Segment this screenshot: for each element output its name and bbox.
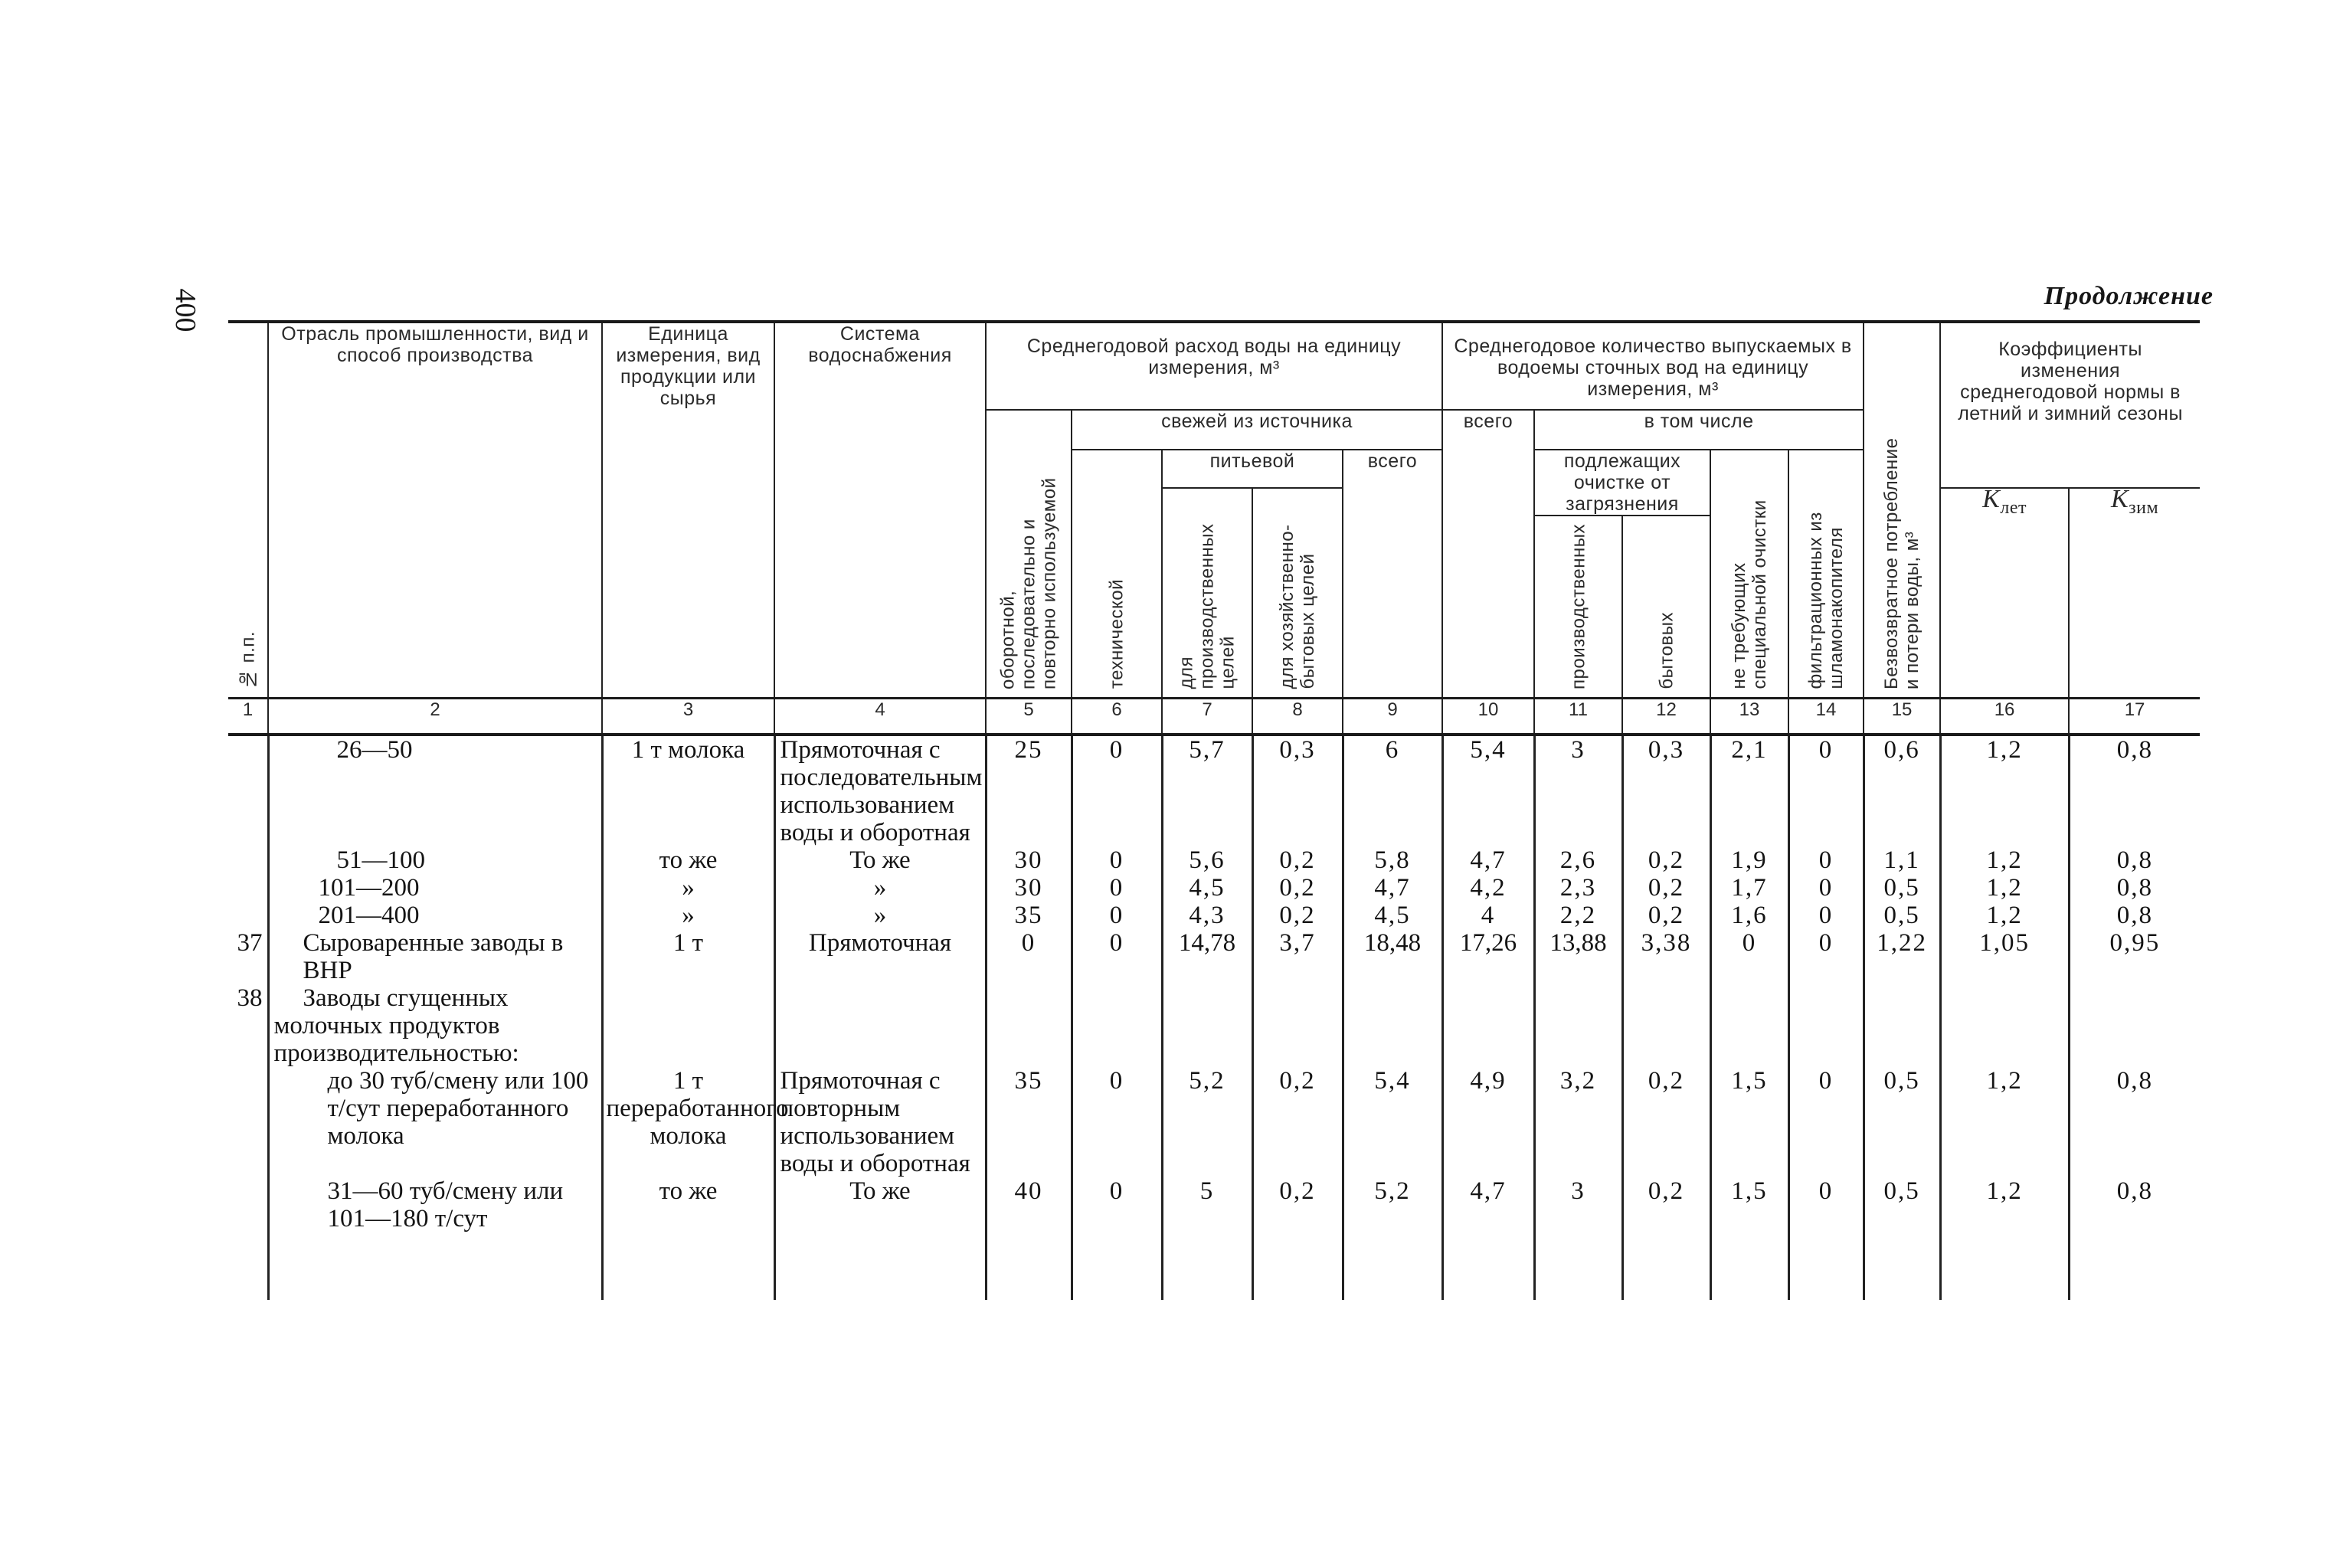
row-value: 1,6 — [1710, 902, 1788, 929]
row-value: 1,2 — [1940, 902, 2069, 929]
header-coefficients-group: Коэффициенты изменения среднегодовой нормы в летний и зимний сезоны — [1940, 323, 2200, 488]
row-value: 0 — [1072, 874, 1162, 902]
row-value: 0,5 — [1864, 874, 1940, 902]
header-treatment-group: подлежащих очистке от загрязнения — [1534, 450, 1710, 516]
column-number: 7 — [1162, 698, 1252, 735]
row-value — [1252, 984, 1343, 1067]
row-value — [1442, 984, 1534, 1067]
table-row — [228, 902, 2200, 929]
table-row — [228, 984, 2200, 1067]
column-number: 2 — [268, 698, 602, 735]
row-value: 4,5 — [1162, 874, 1252, 902]
header-industrial-wastewater: производственных — [1534, 516, 1622, 698]
row-name: до 30 туб/смену или 100 т/сут переработанного молока — [268, 1067, 602, 1177]
page-number: 400 — [169, 288, 201, 332]
header-unit: Единица измерения, вид продукции или сырья — [602, 323, 774, 698]
row-name: 26—50 — [268, 735, 602, 846]
row-value: 25 — [986, 735, 1072, 846]
row-system — [774, 984, 986, 1067]
row-value: 4,7 — [1442, 1177, 1534, 1300]
row-value: 0,5 — [1864, 1177, 1940, 1300]
row-system: » — [774, 902, 986, 929]
row-value: 0,5 — [1864, 902, 1940, 929]
row-value: 0 — [1072, 1177, 1162, 1300]
row-value: 0 — [1710, 929, 1788, 984]
row-value: 0,2 — [1252, 874, 1343, 902]
row-value: 0,5 — [1864, 1067, 1940, 1177]
row-value: 0,2 — [1252, 1177, 1343, 1300]
row-system: То же — [774, 846, 986, 874]
row-value: 1,7 — [1710, 874, 1788, 902]
header-potable-group: питьевой — [1162, 450, 1343, 488]
row-unit: » — [602, 902, 774, 929]
column-number: 5 — [986, 698, 1072, 735]
column-number: 8 — [1252, 698, 1343, 735]
row-value: 0,2 — [1252, 902, 1343, 929]
header-household: для хозяйственно-бытовых целей — [1252, 488, 1343, 698]
row-value: 0,2 — [1622, 846, 1710, 874]
row-name: 31—60 туб/смену или 101—180 т/сут — [268, 1177, 602, 1300]
row-value: 5,2 — [1343, 1177, 1442, 1300]
row-value: 0 — [1788, 874, 1864, 902]
row-number: 37 — [237, 928, 263, 957]
row-value: 4,9 — [1442, 1067, 1534, 1177]
row-value: 40 — [986, 1177, 1072, 1300]
row-value: 0 — [1072, 1067, 1162, 1177]
row-value: 13,88 — [1534, 929, 1622, 984]
row-value: 0 — [1788, 929, 1864, 984]
row-unit: 1 т переработанного молока — [602, 1067, 774, 1177]
row-number — [228, 1177, 268, 1300]
row-value: 0,2 — [1252, 1067, 1343, 1177]
continuation-label: Продолжение — [2044, 282, 2214, 310]
row-value — [1622, 984, 1710, 1067]
row-unit: 1 т молока — [602, 735, 774, 846]
row-value — [1162, 984, 1252, 1067]
row-name: Сыроваренные заводы в ВНР — [268, 929, 602, 984]
column-number: 12 — [1622, 698, 1710, 735]
row-value: 0,3 — [1252, 735, 1343, 846]
row-system: Прямоточная с последовательным использованием воды и оборотная — [774, 735, 986, 846]
row-system: Прямоточная с повторным использованием воды и оборотная — [774, 1067, 986, 1177]
row-value: 0 — [1788, 846, 1864, 874]
table-row — [228, 874, 2200, 902]
row-value: 5 — [1162, 1177, 1252, 1300]
row-value: 3,2 — [1534, 1067, 1622, 1177]
row-value — [1343, 984, 1442, 1067]
row-value: 5,8 — [1343, 846, 1442, 874]
header-recirculated: оборотной, последовательно и повторно используемой — [986, 410, 1072, 698]
row-value: 0,8 — [2069, 902, 2200, 929]
header-technical: технической — [1072, 450, 1162, 698]
header-col-number: № п.п. — [237, 630, 258, 689]
row-value: 0,2 — [1622, 1177, 1710, 1300]
row-value: 1,9 — [1710, 846, 1788, 874]
header-discharge-group: Среднегодовое количество выпускаемых в водоемы сточных вод на единицу измерения, м³ — [1442, 323, 1864, 410]
table-row — [228, 735, 2200, 846]
row-value — [1710, 984, 1788, 1067]
header-system: Система водоснабжения — [774, 323, 986, 698]
row-value: 1,2 — [1940, 874, 2069, 902]
column-number: 13 — [1710, 698, 1788, 735]
row-value: 1,2 — [1940, 846, 2069, 874]
column-number: 4 — [774, 698, 986, 735]
row-system: Прямоточная — [774, 929, 986, 984]
row-value: 0,3 — [1622, 735, 1710, 846]
header-filtration: фильтрационных из шламонакопителя — [1788, 450, 1864, 698]
row-value: 30 — [986, 874, 1072, 902]
row-value: 0 — [986, 929, 1072, 984]
row-value: 5,6 — [1162, 846, 1252, 874]
water-norms-table — [228, 323, 2200, 1300]
row-value: 0 — [1788, 1177, 1864, 1300]
row-value: 5,4 — [1442, 735, 1534, 846]
row-value: 0 — [1072, 735, 1162, 846]
row-number: 38 — [237, 984, 263, 1012]
row-value: 0,95 — [2069, 929, 2200, 984]
row-value: 4,2 — [1442, 874, 1534, 902]
row-name: 201—400 — [268, 902, 602, 929]
column-number-row — [228, 698, 2200, 735]
row-value: 3 — [1534, 735, 1622, 846]
row-value: 1,05 — [1940, 929, 2069, 984]
header-including-group: в том числе — [1534, 410, 1864, 450]
row-value: 1,2 — [1940, 735, 2069, 846]
row-value: 0 — [1788, 902, 1864, 929]
row-value: 4,7 — [1442, 846, 1534, 874]
header-fresh-total: всего — [1343, 450, 1442, 698]
row-value: 3,7 — [1252, 929, 1343, 984]
row-value: 14,78 — [1162, 929, 1252, 984]
row-unit — [602, 984, 774, 1067]
row-value: 4 — [1442, 902, 1534, 929]
header-k-summer: $K_{лет}$ — [1940, 488, 2069, 698]
row-value — [1864, 984, 1940, 1067]
row-value: 3,38 — [1622, 929, 1710, 984]
header-industry: Отрасль промышленности, вид и способ производства — [268, 323, 602, 698]
row-value: 0,8 — [2069, 1067, 2200, 1177]
row-value: 17,26 — [1442, 929, 1534, 984]
row-value: 35 — [986, 1067, 1072, 1177]
row-name: Заводы сгущенных молочных продуктов производительностью: — [268, 984, 602, 1067]
row-name: 101—200 — [268, 874, 602, 902]
header-consumption-group: Среднегодовой расход воды на единицу измерения, м³ — [986, 323, 1442, 410]
row-unit: то же — [602, 846, 774, 874]
row-value: 1,5 — [1710, 1067, 1788, 1177]
row-value — [1072, 984, 1162, 1067]
row-name: 51—100 — [268, 846, 602, 874]
row-value: 2,1 — [1710, 735, 1788, 846]
row-value: 1,22 — [1864, 929, 1940, 984]
row-value: 0,2 — [1622, 874, 1710, 902]
row-value: 0 — [1788, 1067, 1864, 1177]
row-value: 1,2 — [1940, 1067, 2069, 1177]
row-value: 0,2 — [1252, 846, 1343, 874]
row-value: 5,2 — [1162, 1067, 1252, 1177]
row-value: 18,48 — [1343, 929, 1442, 984]
column-number: 11 — [1534, 698, 1622, 735]
row-value: 0,8 — [2069, 735, 2200, 846]
row-value: 4,3 — [1162, 902, 1252, 929]
row-value: 1,5 — [1710, 1177, 1788, 1300]
row-value: 0,8 — [2069, 846, 2200, 874]
row-value: 2,6 — [1534, 846, 1622, 874]
row-value — [2069, 984, 2200, 1067]
column-number: 3 — [602, 698, 774, 735]
row-value: 1,2 — [1940, 1177, 2069, 1300]
row-value: 5,7 — [1162, 735, 1252, 846]
row-unit: 1 т — [602, 929, 774, 984]
row-value: 5,4 — [1343, 1067, 1442, 1177]
row-value: 2,3 — [1534, 874, 1622, 902]
row-system: То же — [774, 1177, 986, 1300]
row-unit: » — [602, 874, 774, 902]
row-number — [228, 902, 268, 929]
table-row — [228, 929, 2200, 984]
table-row — [228, 1067, 2200, 1177]
row-value: 0,2 — [1622, 1067, 1710, 1177]
row-value: 35 — [986, 902, 1072, 929]
column-number: 10 — [1442, 698, 1534, 735]
column-number: 9 — [1343, 698, 1442, 735]
row-value: 0 — [1788, 735, 1864, 846]
table-row — [228, 1177, 2200, 1300]
row-value: 0 — [1072, 929, 1162, 984]
row-value: 0,8 — [2069, 874, 2200, 902]
column-number: 1 — [228, 698, 268, 735]
header-k-winter: $K_{зим}$ — [2069, 488, 2200, 698]
row-number — [228, 846, 268, 874]
row-value — [1940, 984, 2069, 1067]
row-value: 4,7 — [1343, 874, 1442, 902]
row-number — [228, 735, 268, 846]
header-production: для производственных целей — [1162, 488, 1252, 698]
row-value — [1788, 984, 1864, 1067]
header-fresh-group: свежей из источника — [1072, 410, 1442, 450]
column-number: 17 — [2069, 698, 2200, 735]
row-value: 0,6 — [1864, 735, 1940, 846]
row-value: 6 — [1343, 735, 1442, 846]
header-irreversible: Безвозвратное потребление и потери воды, м³ — [1864, 323, 1940, 698]
row-value: 3 — [1534, 1177, 1622, 1300]
column-number: 14 — [1788, 698, 1864, 735]
row-value — [1534, 984, 1622, 1067]
column-number: 6 — [1072, 698, 1162, 735]
row-value — [986, 984, 1072, 1067]
header-no-treatment: не требующих специальной очистки — [1710, 450, 1788, 698]
column-number: 16 — [1940, 698, 2069, 735]
row-value: 0 — [1072, 902, 1162, 929]
row-value: 4,5 — [1343, 902, 1442, 929]
row-number — [228, 1067, 268, 1177]
header-discharge-total: всего — [1442, 410, 1534, 698]
table-row — [228, 846, 2200, 874]
row-value: 1,1 — [1864, 846, 1940, 874]
row-number — [228, 874, 268, 902]
row-value: 0,2 — [1622, 902, 1710, 929]
row-value: 2,2 — [1534, 902, 1622, 929]
row-value: 0,8 — [2069, 1177, 2200, 1300]
row-value: 0 — [1072, 846, 1162, 874]
column-number: 15 — [1864, 698, 1940, 735]
row-unit: то же — [602, 1177, 774, 1300]
header-domestic-wastewater: бытовых — [1622, 516, 1710, 698]
row-system: » — [774, 874, 986, 902]
row-value: 30 — [986, 846, 1072, 874]
